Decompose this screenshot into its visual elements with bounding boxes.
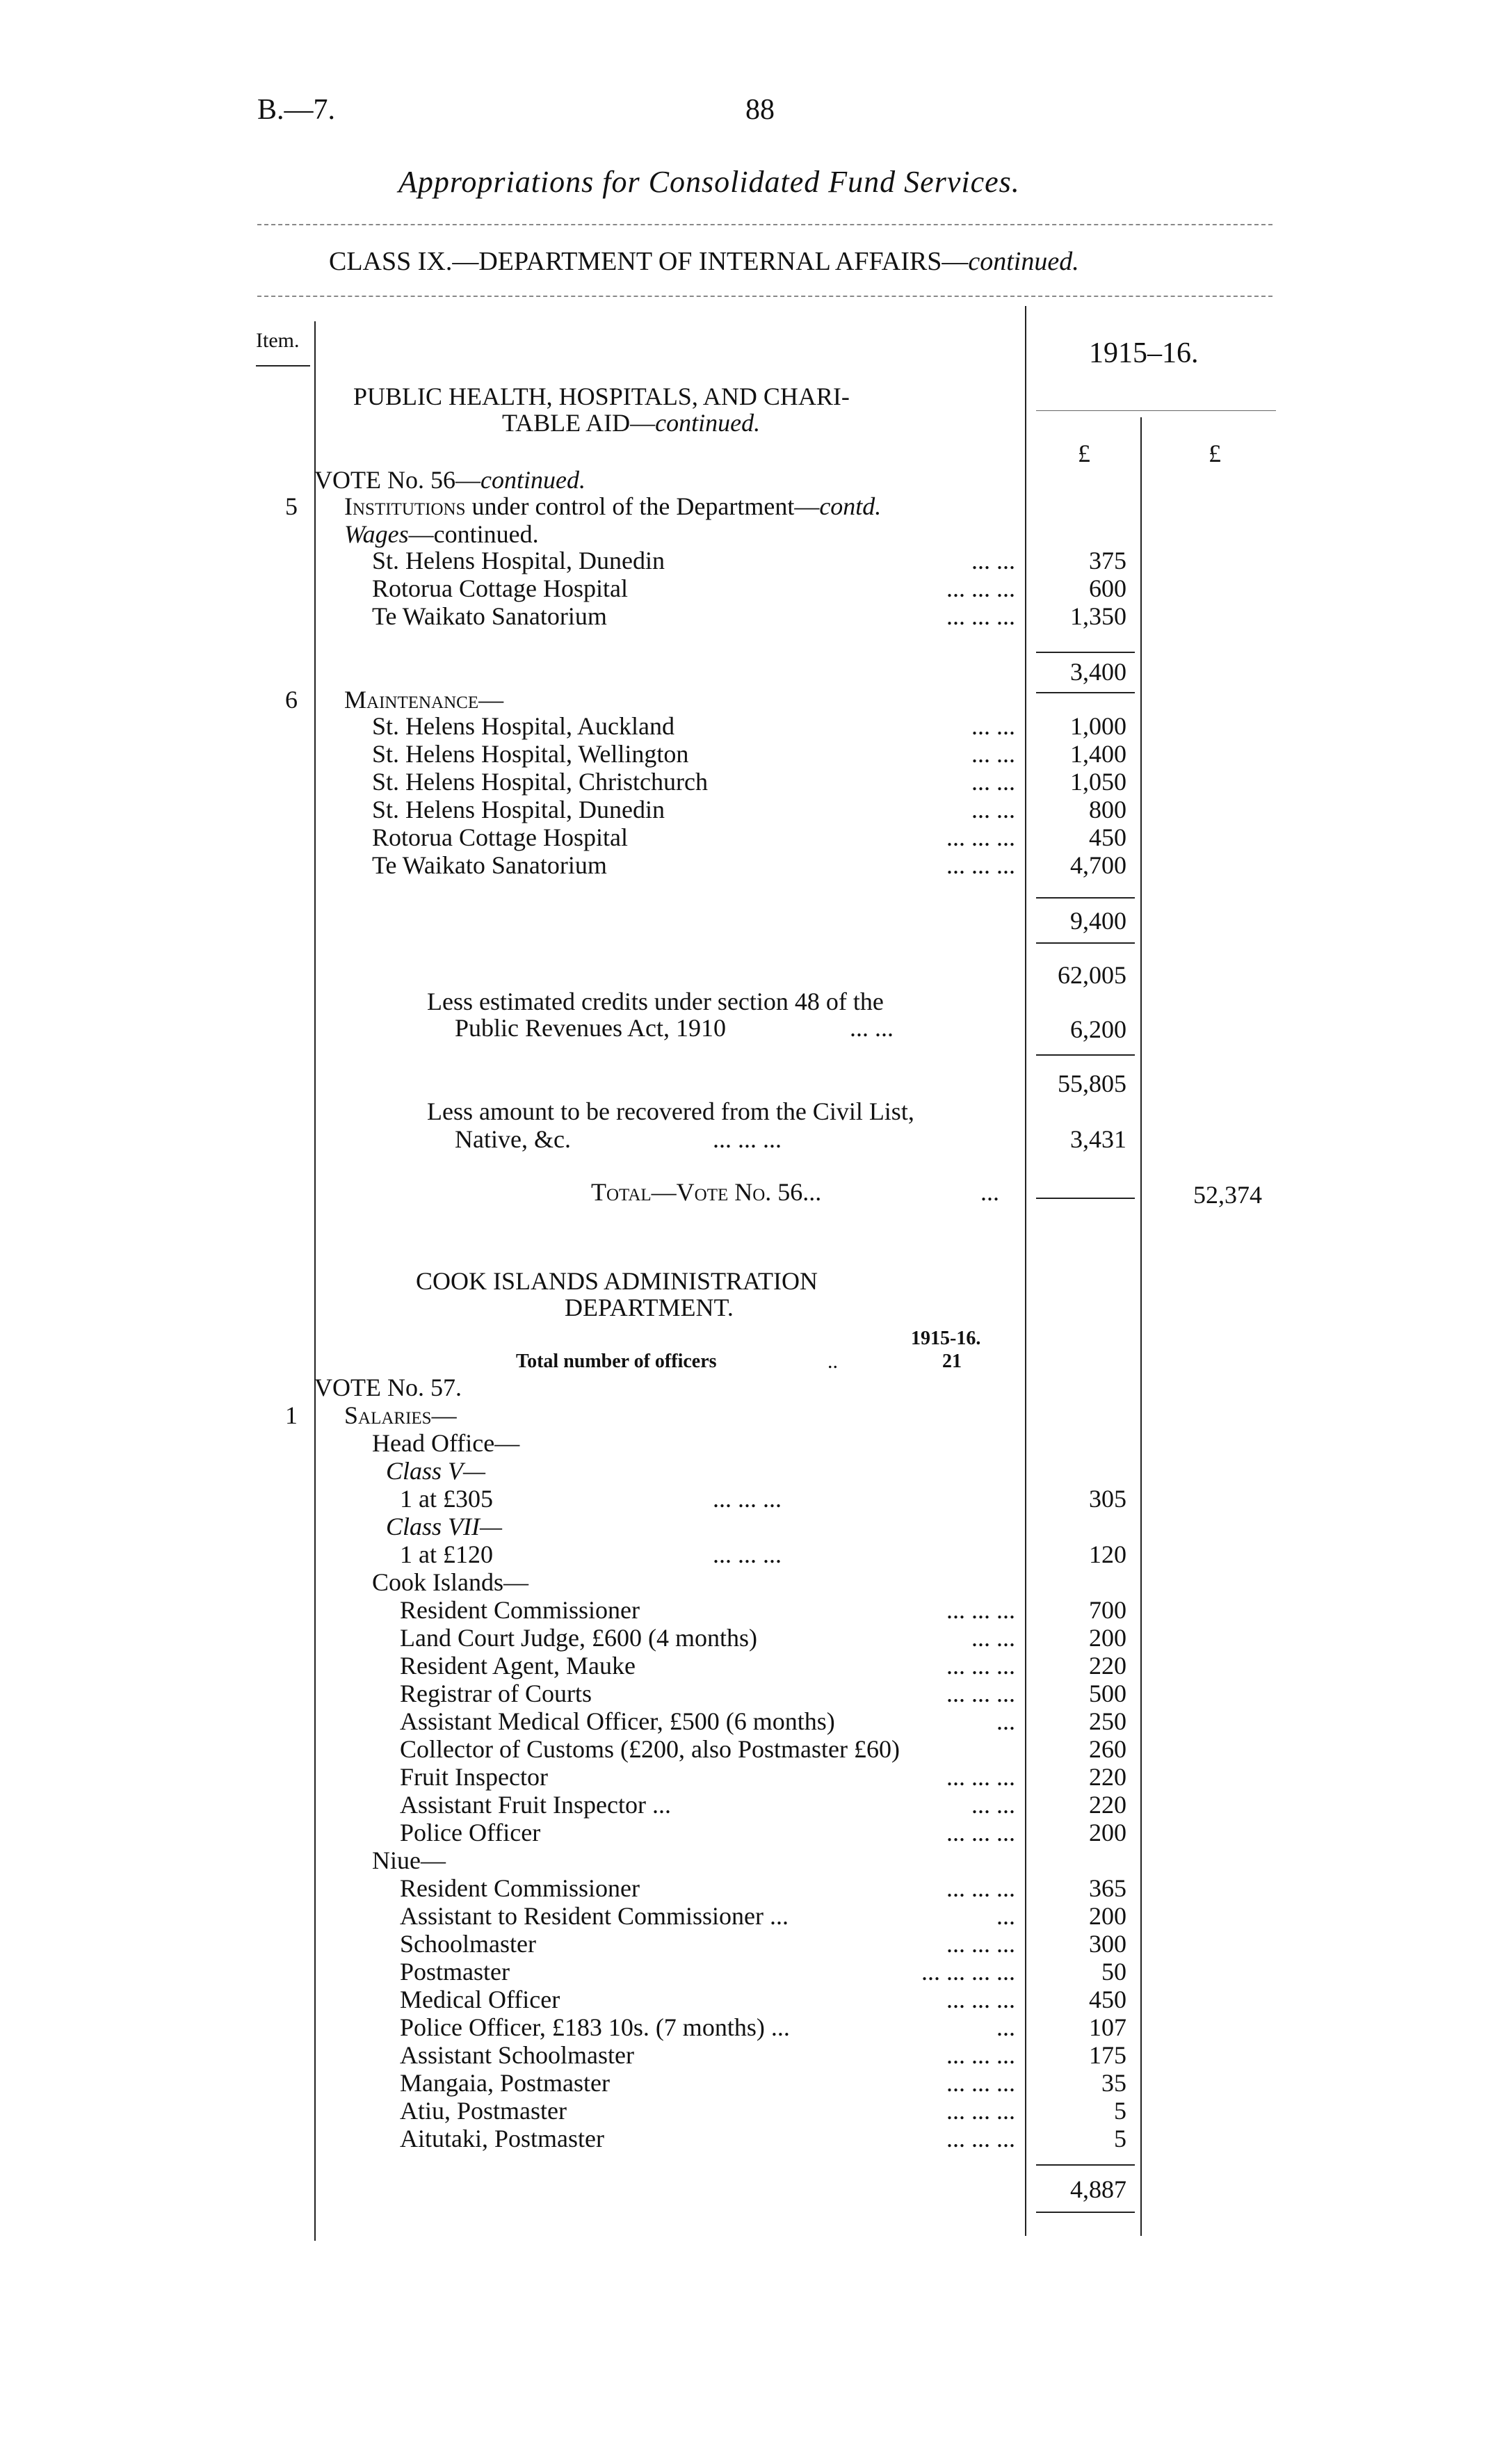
- line-item-amount: 175: [1089, 2041, 1126, 2069]
- line-item-amount: 365: [1089, 1874, 1126, 1902]
- cook-islands-heading-cont: DEPARTMENT.: [565, 1294, 734, 1321]
- document-reference: B.—7.: [257, 94, 336, 126]
- gross-total-amount: 62,005: [1058, 961, 1126, 989]
- amount-column-mid-rule: [1140, 417, 1142, 2236]
- line-item-label: St. Helens Hospital, Wellington: [372, 740, 689, 768]
- line-item-amount: 260: [1089, 1735, 1126, 1763]
- less-recovered-label: Less amount to be recovered from the Civil List,: [427, 1097, 914, 1125]
- leader-dots: ... ...: [971, 740, 1015, 768]
- line-item-amount: 220: [1089, 1791, 1126, 1819]
- line-item-label: Assistant Fruit Inspector ...: [400, 1791, 671, 1819]
- line-item-label: St. Helens Hospital, Dunedin: [372, 796, 665, 823]
- leader-dots: ... ... ...: [946, 1986, 1015, 2013]
- leader-dots: ... ... ...: [713, 1485, 782, 1513]
- line-item-label: Te Waikato Sanatorium: [372, 851, 607, 879]
- leader-dots: ... ... ...: [946, 1680, 1015, 1707]
- line-item-label: Fruit Inspector: [400, 1763, 548, 1791]
- leader-dots: ... ... ...: [713, 1125, 782, 1153]
- line-item-label: Atiu, Postmaster: [400, 2097, 567, 2125]
- line-item-label: Aitutaki, Postmaster: [400, 2125, 604, 2152]
- less-credits-label-cont: Public Revenues Act, 1910: [455, 1014, 726, 1042]
- class-vii-amount: 120: [1089, 1540, 1126, 1568]
- leader-dots: ..: [827, 1350, 838, 1373]
- leader-dots: ...: [996, 2013, 1015, 2041]
- leader-dots: ... ...: [850, 1014, 894, 1042]
- line-item-amount: 1,400: [1070, 740, 1126, 768]
- line-item-label: Police Officer: [400, 1819, 541, 1846]
- class-v-heading: Class V—: [386, 1457, 486, 1485]
- subtotal-rule: [1036, 2164, 1135, 2166]
- line-item-amount: 220: [1089, 1652, 1126, 1680]
- line-item-amount: 375: [1089, 547, 1126, 574]
- line-item-label: Assistant to Resident Commissioner ...: [400, 1902, 789, 1930]
- class-vii-label: 1 at £120: [400, 1540, 493, 1568]
- line-item-amount: 5: [1114, 2125, 1126, 2152]
- leader-dots: ... ... ...: [946, 1819, 1015, 1846]
- leader-dots: ... ... ...: [946, 851, 1015, 879]
- line-item-label: Police Officer, £183 10s. (7 months) ...: [400, 2013, 790, 2041]
- line-item-amount: 200: [1089, 1902, 1126, 1930]
- less-recovered-label-cont: Native, &c.: [455, 1125, 571, 1153]
- line-item-amount: 107: [1089, 2013, 1126, 2041]
- cook-islands-subheading: Cook Islands—: [372, 1568, 528, 1596]
- leader-dots: ... ...: [971, 547, 1015, 574]
- vote-total-amount: 52,374: [1193, 1181, 1262, 1209]
- officers-year: 1915-16.: [911, 1328, 981, 1349]
- item-number: 1: [285, 1401, 298, 1429]
- cook-islands-heading: COOK ISLANDS ADMINISTRATION: [416, 1267, 818, 1295]
- line-item-label: St. Helens Hospital, Christchurch: [372, 768, 708, 796]
- officers-count: 21: [942, 1351, 962, 1372]
- line-item-label: St. Helens Hospital, Auckland: [372, 712, 674, 740]
- subtotal-amount: 3,400: [1070, 658, 1126, 686]
- year-column-header: 1915–16.: [1089, 337, 1199, 369]
- line-item-amount: 700: [1089, 1596, 1126, 1624]
- item-number: 5: [285, 492, 298, 520]
- class-v-label: 1 at £305: [400, 1485, 493, 1513]
- class-vii-heading: Class VII—: [386, 1513, 503, 1540]
- pounds-column-header: £: [1078, 440, 1090, 467]
- header-divider: [257, 224, 1272, 225]
- page-number: 88: [745, 94, 775, 126]
- line-item-amount: 600: [1089, 574, 1126, 602]
- page-title: Appropriations for Consolidated Fund Services.: [398, 165, 1020, 199]
- line-item-amount: 1,350: [1070, 602, 1126, 630]
- line-item-amount: 500: [1089, 1680, 1126, 1707]
- leader-dots: ... ... ...: [713, 1540, 782, 1568]
- less-credits-label: Less estimated credits under section 48 of the: [427, 988, 884, 1015]
- subtotal-rule: [1036, 692, 1135, 693]
- line-item-amount: 450: [1089, 1986, 1126, 2013]
- subtotal-rule: [1036, 2212, 1135, 2213]
- line-item-amount: 300: [1089, 1930, 1126, 1958]
- item-number: 6: [285, 686, 298, 714]
- vote-57-label: VOTE No. 57.: [314, 1374, 462, 1401]
- line-item-label: Rotorua Cottage Hospital: [372, 823, 628, 851]
- amount-column-left-rule: [1025, 306, 1026, 2236]
- line-item-label: St. Helens Hospital, Dunedin: [372, 547, 665, 574]
- line-item-label: Assistant Medical Officer, £500 (6 months): [400, 1707, 835, 1735]
- line-item-label: Resident Agent, Mauke: [400, 1652, 636, 1680]
- leader-dots: ... ... ...: [946, 574, 1015, 602]
- subtotal-rule: [1036, 897, 1135, 899]
- wages-heading: Wages—continued.: [344, 520, 539, 548]
- item-header-rule: [256, 365, 310, 367]
- leader-dots: ... ... ...: [946, 2097, 1015, 2125]
- line-item-amount: 1,050: [1070, 768, 1126, 796]
- leader-dots: ...: [996, 1902, 1015, 1930]
- leader-dots: ... ... ...: [946, 2041, 1015, 2069]
- niue-subheading: Niue—: [372, 1846, 446, 1874]
- line-item-label: Rotorua Cottage Hospital: [372, 574, 628, 602]
- less-credits-amount: 6,200: [1070, 1015, 1126, 1043]
- subtotal-amount: 9,400: [1070, 907, 1126, 935]
- subtotal-rule: [1036, 652, 1135, 653]
- leader-dots: ... ... ...: [946, 823, 1015, 851]
- year-header-rule: [1036, 410, 1276, 411]
- line-item-amount: 1,000: [1070, 712, 1126, 740]
- line-item-amount: 50: [1101, 1958, 1126, 1986]
- institutions-heading: Institutions under control of the Department—contd.: [344, 492, 882, 520]
- section-heading: PUBLIC HEALTH, HOSPITALS, AND CHARI-: [353, 383, 850, 410]
- line-item-label: Medical Officer: [400, 1986, 560, 2013]
- leader-dots: ... ... ...: [946, 602, 1015, 630]
- officers-label: Total number of officers: [516, 1351, 717, 1372]
- salaries-heading: Salaries—: [344, 1401, 457, 1429]
- line-item-amount: 220: [1089, 1763, 1126, 1791]
- section-heading-cont: TABLE AID—continued.: [502, 409, 761, 437]
- subtotal-rule: [1036, 1054, 1135, 1056]
- leader-dots: ... ... ...: [946, 1596, 1015, 1624]
- head-office-heading: Head Office—: [372, 1429, 520, 1457]
- leader-dots: ...: [980, 1178, 999, 1206]
- line-item-label: Collector of Customs (£200, also Postmaster £60): [400, 1735, 900, 1763]
- net-amount: 55,805: [1058, 1070, 1126, 1097]
- line-item-label: Te Waikato Sanatorium: [372, 602, 607, 630]
- line-item-amount: 200: [1089, 1819, 1126, 1846]
- item-column-rule: [314, 321, 316, 2241]
- leader-dots: ...: [996, 1707, 1015, 1735]
- subtotal-rule: [1036, 942, 1135, 944]
- line-item-label: Registrar of Courts: [400, 1680, 592, 1707]
- line-item-label: Postmaster: [400, 1958, 510, 1986]
- leader-dots: ... ...: [971, 768, 1015, 796]
- line-item-amount: 200: [1089, 1624, 1126, 1652]
- line-item-label: Mangaia, Postmaster: [400, 2069, 610, 2097]
- less-recovered-amount: 3,431: [1070, 1125, 1126, 1153]
- line-item-label: Resident Commissioner: [400, 1596, 640, 1624]
- total-rule: [1036, 1198, 1135, 1199]
- leader-dots: ... ... ...: [946, 1930, 1015, 1958]
- leader-dots: ... ...: [971, 796, 1015, 823]
- leader-dots: ... ...: [971, 712, 1015, 740]
- leader-dots: ... ... ...: [946, 2069, 1015, 2097]
- line-item-label: Resident Commissioner: [400, 1874, 640, 1902]
- leader-dots: ... ... ...: [946, 1874, 1015, 1902]
- line-item-amount: 5: [1114, 2097, 1126, 2125]
- line-item-amount: 4,700: [1070, 851, 1126, 879]
- leader-dots: ... ...: [971, 1791, 1015, 1819]
- line-item-amount: 250: [1089, 1707, 1126, 1735]
- maintenance-heading: Maintenance—: [344, 686, 504, 714]
- leader-dots: ... ... ...: [946, 1763, 1015, 1791]
- leader-dots: ... ... ...: [946, 1652, 1015, 1680]
- class-heading: CLASS IX.—DEPARTMENT OF INTERNAL AFFAIRS—continued.: [329, 247, 1079, 276]
- line-item-amount: 450: [1089, 823, 1126, 851]
- line-item-label: Schoolmaster: [400, 1930, 536, 1958]
- class-v-amount: 305: [1089, 1485, 1126, 1513]
- leader-dots: ... ...: [971, 1624, 1015, 1652]
- item-column-header: Item.: [256, 329, 300, 352]
- leader-dots: ... ... ... ...: [921, 1958, 1015, 1986]
- line-item-label: Assistant Schoolmaster: [400, 2041, 634, 2069]
- vote-56-label: VOTE No. 56—continued.: [314, 466, 585, 494]
- vote-total-label: Total—Vote No. 56...: [591, 1178, 822, 1206]
- line-item-amount: 800: [1089, 796, 1126, 823]
- line-item-amount: 35: [1101, 2069, 1126, 2097]
- line-item-label: Land Court Judge, £600 (4 months): [400, 1624, 757, 1652]
- pounds-total-column-header: £: [1209, 440, 1221, 467]
- leader-dots: ... ... ...: [946, 2125, 1015, 2152]
- cook-subtotal-amount: 4,887: [1070, 2175, 1126, 2203]
- class-divider: [257, 296, 1272, 297]
